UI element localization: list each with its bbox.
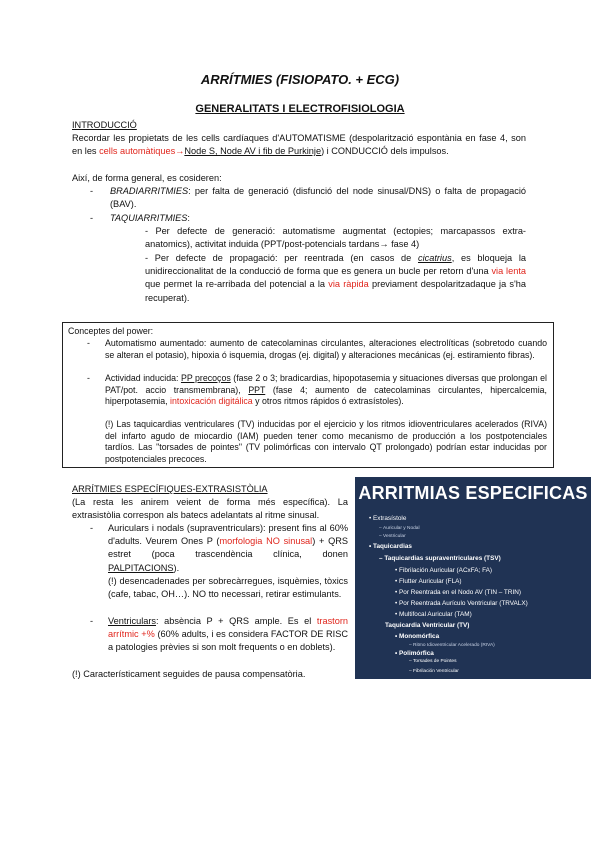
intro-heading: INTRODUCCIÓ bbox=[72, 120, 137, 130]
bullet: - bbox=[90, 186, 94, 196]
slide-item: – Torsades de Pointes bbox=[409, 659, 457, 664]
slide-item: – Fibrilación Ventricular bbox=[409, 669, 459, 674]
intro-line: Així, de forma general, es cosideren: bbox=[72, 173, 222, 183]
bullet: - bbox=[87, 373, 90, 383]
specific-intro: (La resta les anirem veient de forma més específica). La extrasistòlia correspon als batecs adelantats al ritme sinusal. bbox=[72, 497, 348, 521]
taqui-propagation-first: - Per defecte de propagació: per reentrada (en casos de cicatrius, es bloqueja la unidireccionalitat de la conducció de forma que es genera un bucle per retorn d'una via lenta que permet la re-arribada del potencial a la via ràpida previament despolaritzadaque ja s'ha recuperat). bbox=[145, 253, 527, 303]
slide-item: • Extrasístole bbox=[369, 515, 407, 522]
bullet: - bbox=[90, 616, 94, 626]
slide-item: – Auricular y Nodal bbox=[379, 526, 420, 531]
slide-image bbox=[355, 477, 591, 665]
slide-item: • Flutter Auricular (FLA) bbox=[395, 578, 462, 585]
intro-paragraph: Recordar les propietats de les cells cardíaques d'AUTOMATISME (despolarització espontània en fase 4, son en les cells automàtiques→Node S, Node AV i fib de Purkinje) i CONDUCCIÓ dels impulsos. bbox=[72, 133, 526, 157]
box-heading: Conceptes del power: bbox=[68, 326, 154, 336]
slide-item: – Ritmo Idioventricular Acelerado (RIVA) bbox=[409, 643, 495, 648]
auricular-note: (!) desencadenades per sobrecàrregues, isquèmies, tòxics (cafe, tabac, OH…). NO tto necessari, retirar estimulants. bbox=[108, 576, 348, 600]
box-item-actividad: Actividad inducida: PP precoços (fase 2 o 3; bradicardias, hipopotasemia y situaciones diversas que prolongan el PAT/pot. accio transmembrana), PPT (fase 4; aumento de catecolaminas circulantes, hipercalcemia, hiperpotasemia, intoxicación digitálica y otros ritmos rápidos ó extrasístoles). bbox=[105, 373, 548, 407]
bullet: - bbox=[90, 523, 94, 533]
ventricular-item: Ventriculars: absència P + QRS ample. Es el trastorn arrítmic +% (60% adults, i es considera FACTOR DE RISC a patologies prèvies si son molt frequents o en doblets). bbox=[108, 616, 349, 653]
taqui-generation: - Per defecte de generació: automatisme augmentat (ectopies; marcapassos extra-anatomics), activitat induida (PPT/post-potencials tardans→ fase 4) bbox=[145, 226, 526, 250]
bullet: - bbox=[90, 213, 94, 223]
slide-item: • Multifocal Auricular (TAM) bbox=[395, 611, 472, 618]
slide-item: • Monomórfica bbox=[395, 633, 440, 640]
slide-item: • Polimórfica bbox=[395, 650, 434, 657]
slide-item: • Taquicardias bbox=[369, 543, 412, 550]
slide-heading: ARRITMIAS ESPECIFICAS bbox=[358, 483, 588, 503]
box-item-automatismo: Automatismo aumentado: aumento de catecolaminas circulantes, alteraciones electrolíticas (sobretodo cuando se alteran el potasio), hipoxia ó isquemia, drogas (ej. digital) y alteraciones mecánicas (ej. estiramiento fibras). bbox=[105, 338, 547, 360]
page-title: ARRÍTMIES (FISIOPATO. + ECG) bbox=[200, 72, 400, 87]
taqui-item: TAQUIARRITMIES: bbox=[110, 213, 190, 223]
specific-heading: ARRÍTMIES ESPECÍFIQUES-EXTRASISTÒLIA bbox=[72, 484, 268, 494]
slide-item: • Por Reentrada Aurículo Ventricular (TRVALX) bbox=[395, 600, 528, 607]
section-title: GENERALITATS I ELECTROFISIOLOGIA bbox=[195, 103, 405, 115]
slide-image-tail bbox=[355, 665, 591, 679]
slide-item: Taquicardia Ventricular (TV) bbox=[385, 622, 470, 629]
final-note: (!) Característicament seguides de pausa compensatòria. bbox=[72, 669, 306, 679]
slide-item: • Por Reentrada en el Nodo AV (TIN – TRIN) bbox=[395, 589, 521, 596]
auricular-item: Auriculars i nodals (supraventriculars): present fins al 60% d'adults. Veurem Ones P (morfologia NO sinusal) + QRS estret (poca trascendència clínica, donen PALPITACIONS). bbox=[108, 523, 348, 573]
box-note: (!) Las taquicardias ventriculares (TV) inducidas por el ejercicio y los ritmos idioventriculares acelerados (RIVA) del infarto agudo de miocardio (IAM) pueden tener como mecanismo de producción a los postpotenciales tardíos. Las "torsades de pointes" (TV polimórficas con intervalo QT prolongado) podrían estar inducidas por postpotenciales precoces. bbox=[105, 419, 547, 464]
slide-item: – Ventricular bbox=[379, 534, 406, 539]
slide-item: • Fibrilación Auricular (ACxFA; FA) bbox=[395, 567, 493, 574]
slide-item: – Taquicardias supraventriculares (TSV) bbox=[379, 555, 501, 562]
power-concepts-box bbox=[62, 322, 554, 468]
bullet: - bbox=[87, 338, 90, 348]
brady-item: BRADIARRITMIES: per falta de generació (disfunció del node sinusal/DNS) o falta de propagació (BAV). bbox=[110, 186, 526, 210]
